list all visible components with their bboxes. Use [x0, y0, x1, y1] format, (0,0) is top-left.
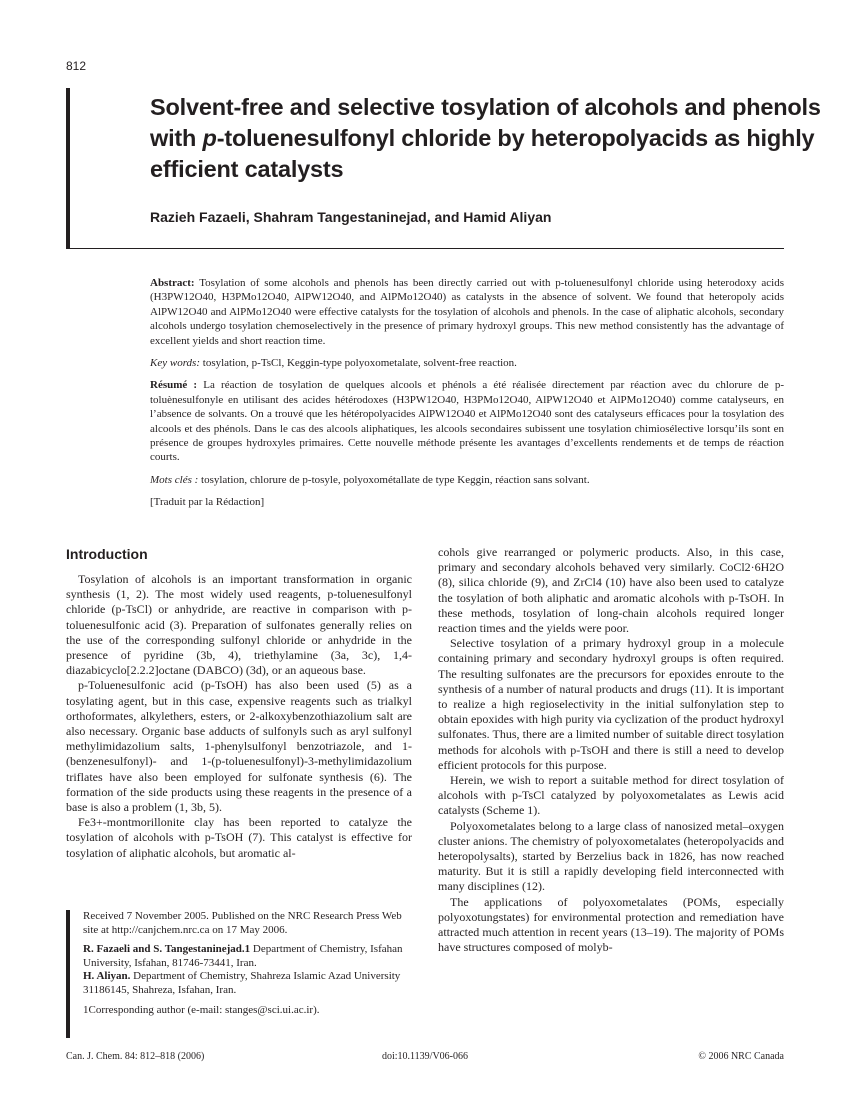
authors: Razieh Fazaeli, Shahram Tangestaninejad, and Hamid Aliyan: [150, 209, 552, 225]
paragraph: cohols give rearranged or polymeric products. Also, in this case, primary and secondary alcohols behaved very similarly. CoCl2·6H2O (8), silica chloride (9), and ZrCl4 (10) have also been used to catalyze the tosylation of both aliphatic and aromatic alcohols with p-TsOH. In these methods, tosylation of long-chain alcohols required longer reaction times and the yields were poor.: [438, 545, 784, 636]
affiliation-2-text: Department of Chemistry, Shahreza Islamic Azad University 31186145, Shahreza, Isfahan, Iran.: [83, 970, 401, 996]
abstract-block: [150, 276, 784, 518]
paragraph: Tosylation of alcohols is an important transformation in organic synthesis (1, 2). The most widely used reagents, p-toluenesulfonyl chloride (p-TsCl) or anhydride, are reactive in comparison with p-toluenesulfonic acid (3). Preparation of sulfonates generally relies on the use of the corresponding sulfonyl chloride or anhydride in the presence of pyridine (3b, 4), triethylamine (3a, 3c), 1,4-diazabicyclo[2.2.2]octane (DABCO) (3d), or an aqueous base.: [66, 572, 412, 678]
resume: [150, 378, 784, 464]
left-column: [66, 545, 412, 861]
corresponding-author: 1Corresponding author (e-mail: stanges@sci.ui.ac.ir).: [83, 1003, 320, 1016]
doi[interactable]: doi:10.1139/V06-066: [381, 1051, 468, 1062]
note-rule-bar: [66, 910, 70, 1038]
received-note: Received 7 November 2005. Published on the NRC Research Press Web site at http://canjchem.nrc.ca on 17 May 2006.: [83, 910, 402, 936]
note-text: [83, 910, 413, 1023]
paragraph: The applications of polyoxometalates (POMs, especially polyoxotungstates) for environmental protection and remediation have attracted much attention in recent years (13–19). The majority of POMs have structures composed of molyb-: [438, 894, 784, 955]
mots-cles: [150, 473, 784, 487]
copyright: © 2006 NRC Canada: [698, 1051, 784, 1062]
translation-note: [Traduit par la Rédaction]: [150, 496, 265, 509]
title-part-italic: p: [202, 125, 217, 151]
abstract-text: Tosylation of some alcohols and phenols has been directly carried out with p-toluenesulfonyl chloride using heterodoxy acids (H3PW12O40, H3PMo12O40, AlPW12O40, and AlPMo12O40) as catalysts in the absence of solvent. We found that heteropoly acids AlPW12O40 and AlPMo12O40 were effective catalysts for the tosylation of alcohols and phenols. In the case of aliphatic alcohols, secondary alcohols undergo tosylation chemoselectively in the presence of primary hydroxyl groups. This new method consistently has the advantage of excellent yields and short reaction time.: [150, 277, 784, 347]
affiliation-1-names: R. Fazaeli and S. Tangestaninejad.1: [83, 943, 251, 956]
resume-label: Résumé :: [150, 379, 198, 392]
title-part-post: -toluenesulfonyl chloride by heteropolyacids as highly efficient catalysts: [150, 125, 815, 182]
affiliation-1: [83, 943, 413, 997]
abstract: [150, 276, 784, 348]
mots-cles-label: Mots clés :: [150, 473, 199, 486]
abstract-label: Abstract:: [150, 277, 195, 289]
right-column: [438, 545, 784, 955]
article-title: [150, 92, 830, 185]
paragraph: Selective tosylation of a primary hydroxyl group in a molecule containing primary and secondary hydroxyl groups is often required. The resulting sulfonates are the precursors for epoxides enroute to the synthesis of a number of natural products and drugs (11). It is important to realize a high regioselectivity in the initial sulfonylation step to obtain epoxides with high purity via cyclization of the product hydroxyl sulfonates. Thus, there are a limited number of suitable direct tosylation methods for alcohols with p-TsOH and there is still a need to develop efficient protocols for this purpose.: [438, 636, 784, 772]
header-divider: [66, 248, 784, 249]
title-part-pre: Solvent-free and selective tosylation of alcohols and phenols with: [150, 94, 821, 151]
resume-text: La réaction de tosylation de quelques alcools et phénols a été réalisée directement par réaction avec du chlorure de p-toluènesulfonyle en utilisant des acides hétérodoxes (H3PW12O40, H3PMo12O40, AlPW12O40 et AlPMo12O40) comme catalyseurs, en l’absence de solvants. On a trouvé que les hétéropolyacides AlPW12O40 et AlPMo12O40 sont des catalyseurs efficaces pour la tosylation des alcools et des phénols. Dans le cas des alcools aliphatiques, les alcools secondaires subissent une tosylation chimiosélective lorsqu’ils sont en présence de groupes hydroxyles primaires. Cette nouvelle méthode présente les avantages d’excellents rendements et de temps de réaction courts.: [150, 379, 785, 464]
paragraph: Polyoxometalates belong to a large class of nanosized metal–oxygen cluster anions. The chemistry of polyoxometalates (heteropolyacids and heteropolysalts), started by Berzelius back in 1826, has now reached maturity. But it is still a rapidly developing field interconnected with many disciplines (12).: [438, 818, 784, 894]
paragraph: Herein, we wish to report a suitable method for direct tosylation of alcohols with p-TsCl catalyzed by polyoxometalates as Lewis acid catalysts (Scheme 1).: [438, 773, 784, 818]
keywords-label: Key words:: [150, 357, 201, 370]
paragraph: p-Toluenesulfonic acid (p-TsOH) has also been used (5) as a tosylating agent, but in this case, expensive reagents such as trialkyl orthoformates, alkylethers, esters, or 2-alkoxybenzothiazolium salt are also necessary. Organic base adducts of sulfonyls such as aryl sulfonyl methylimidazolium salts, 1-phenylsulfonyl benzotriazole, and 1-(benzenesulfonyl)- and 1-(p-toluenesulfonyl)-3-methylimidazolium triflates have also been employed for sulfonate synthesis (6). The formation of the side products using these reagents in the presence of a base is also a problem (1, 3b, 5).: [66, 678, 412, 815]
mots-cles-text: tosylation, chlorure de p-tosyle, polyoxométallate de type Keggin, réaction sans solvant.: [201, 473, 590, 486]
keywords-text: tosylation, p-TsCl, Keggin-type polyoxometalate, solvent-free reaction.: [202, 357, 517, 370]
keywords: [150, 356, 784, 370]
affiliation-2-names: H. Aliyan.: [83, 970, 131, 983]
paragraph: Fe3+-montmorillonite clay has been reported to catalyze the tosylation of alcohols with p-TsOH (7). This catalyst is effective for tosylation of aliphatic alcohols, but aromatic al-: [66, 815, 412, 860]
page-number: 812: [66, 59, 87, 73]
title-rule-bar: [66, 88, 70, 248]
journal-citation: Can. J. Chem. 84: 812–818 (2006): [66, 1051, 205, 1062]
affiliation-1-text: Department of Chemistry, Isfahan University, Isfahan, 81746-73441, Iran.: [83, 943, 403, 969]
section-heading-introduction: Introduction: [66, 546, 148, 562]
